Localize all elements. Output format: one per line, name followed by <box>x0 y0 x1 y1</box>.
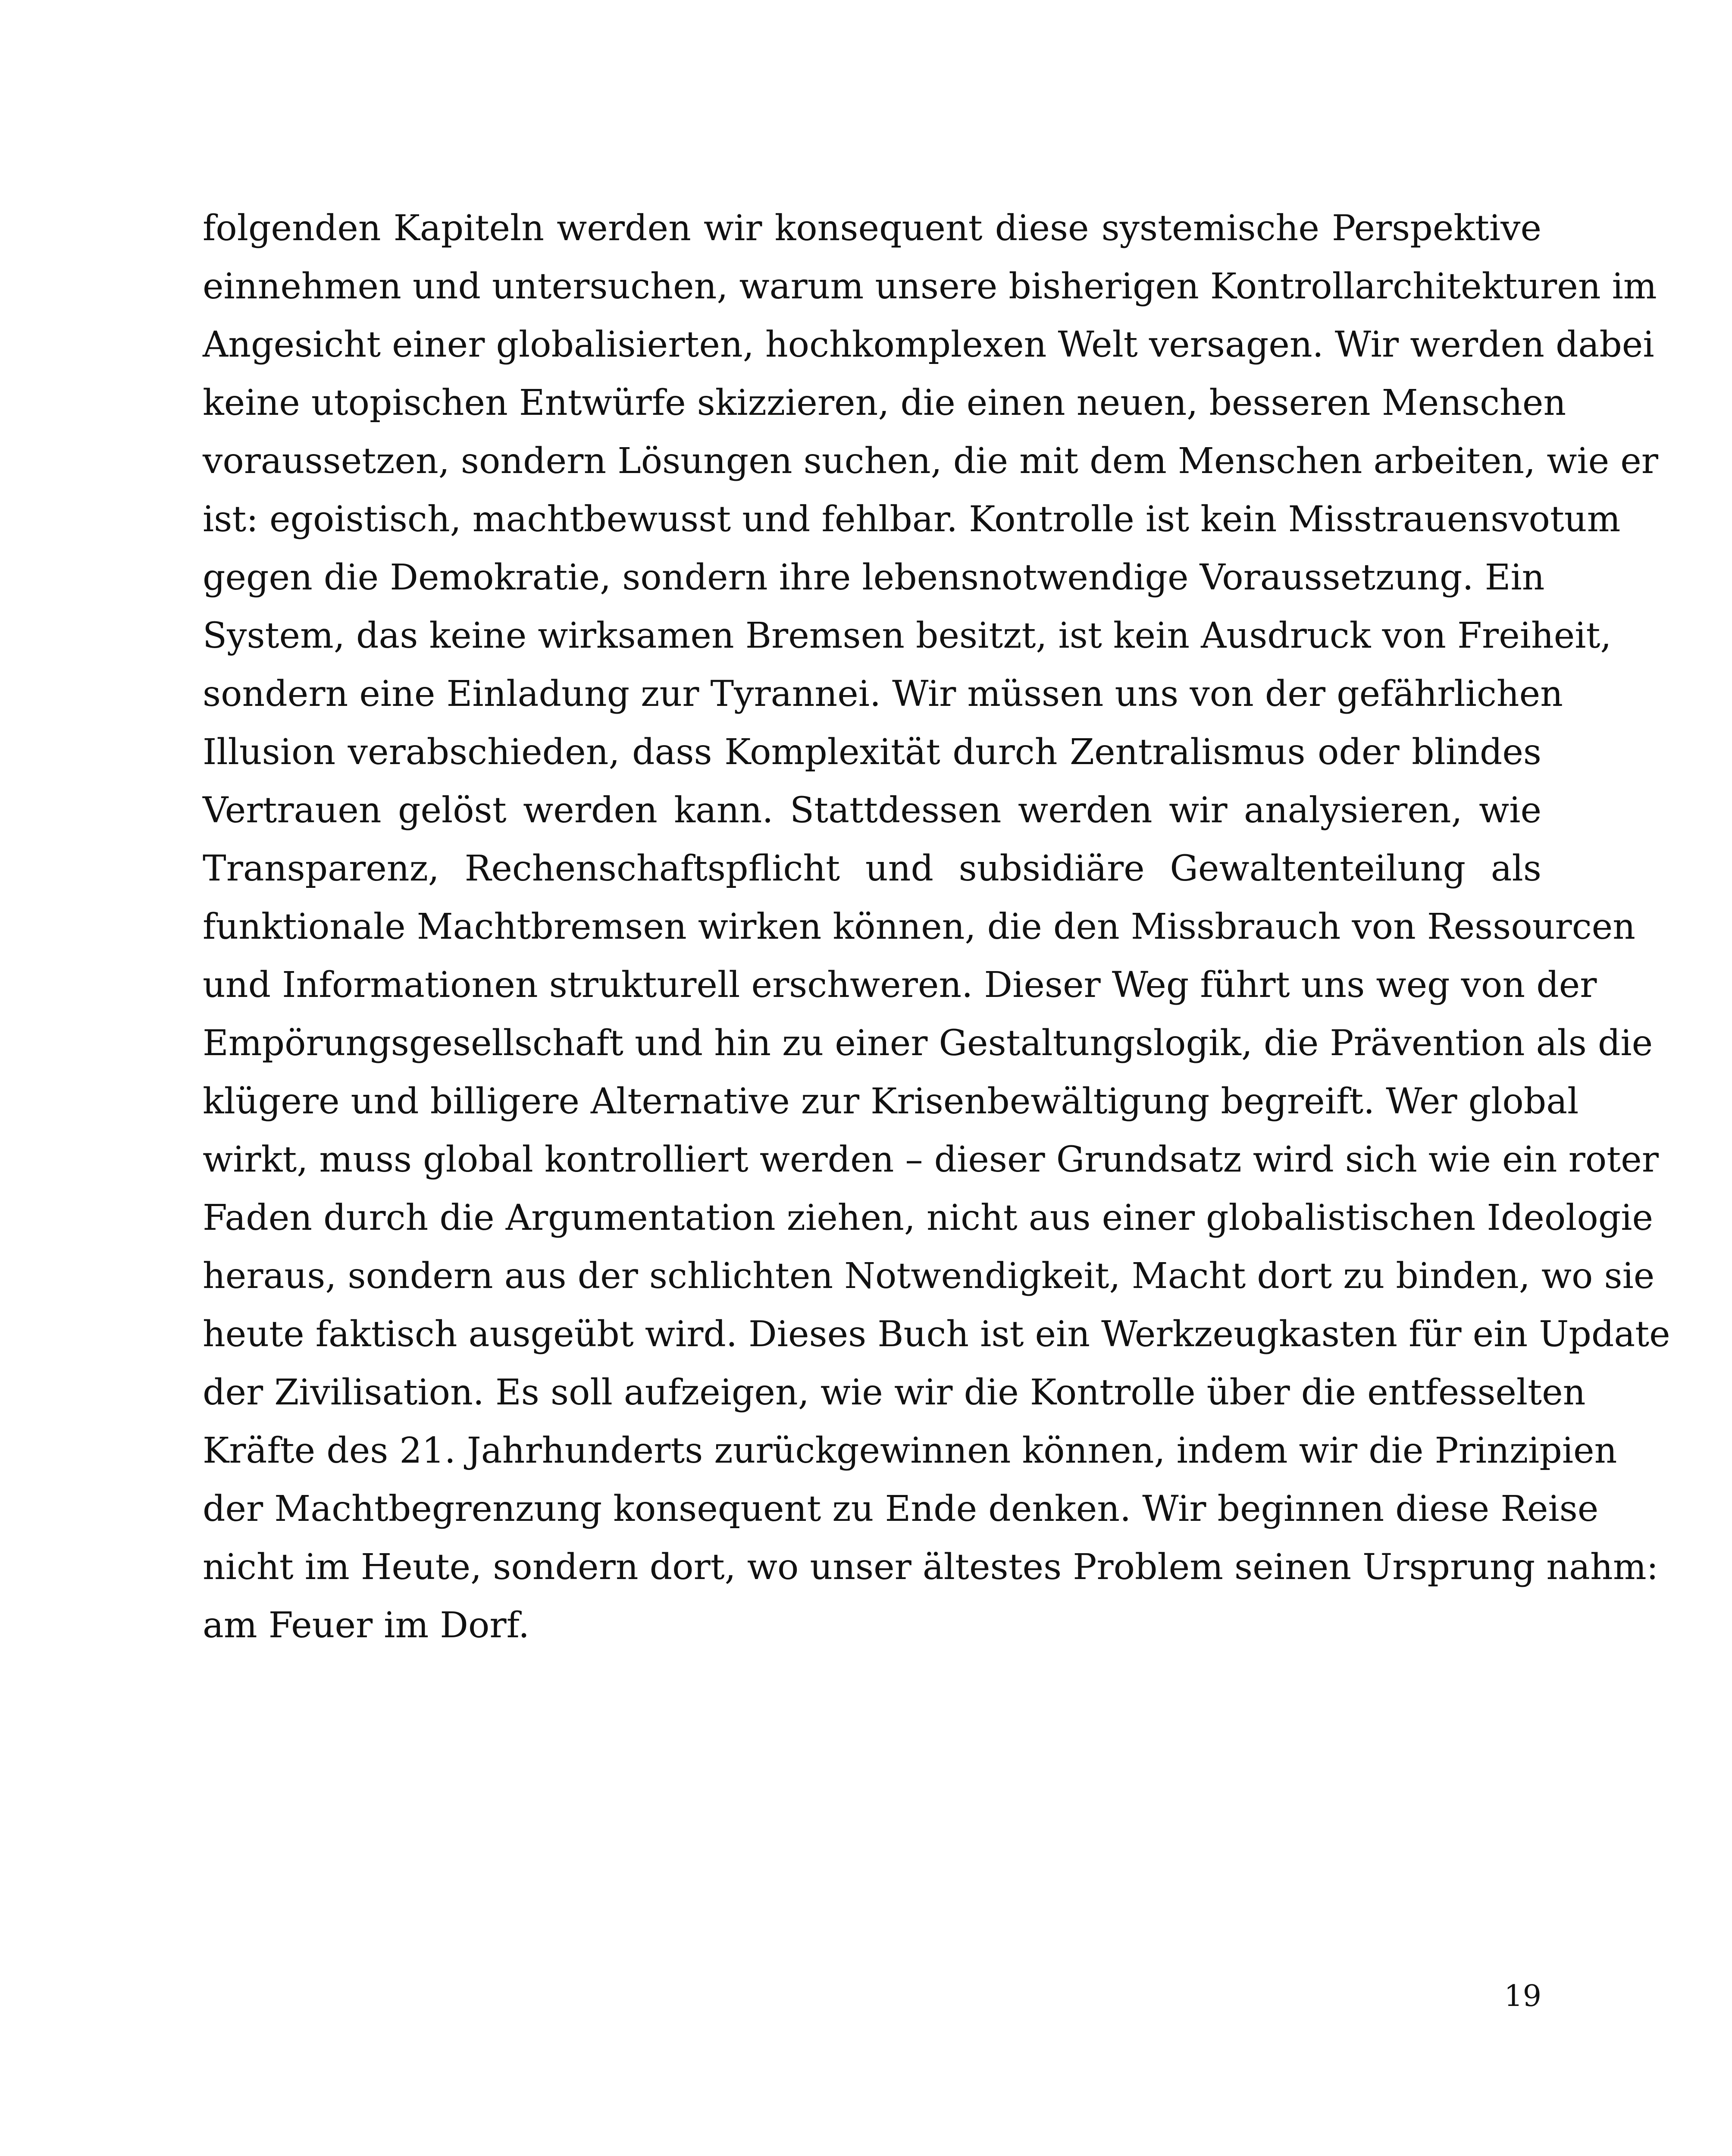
text-line: Illusion verabschieden, dass Komplexität durch Zentralismus oder blindes <box>203 732 1541 773</box>
text-line: wirkt, muss global kontrolliert werden – dieser Grundsatz wird sich wie ein roter <box>203 1139 1659 1180</box>
text-line: Angesicht einer globalisierten, hochkomplexen Welt versagen. Wir werden dabei <box>203 324 1654 365</box>
text-line: einnehmen und untersuchen, warum unsere bisherigen Kontrollarchitekturen im <box>203 266 1657 307</box>
text-line: nicht im Heute, sondern dort, wo unser ältestes Problem seinen Ursprung nahm: <box>203 1547 1659 1588</box>
page-number: 19 <box>1504 1979 1541 2013</box>
text-line: sondern eine Einladung zur Tyrannei. Wir müssen uns von der gefährlichen <box>203 674 1563 714</box>
text-line: Vertrauen gelöst werden kann. Stattdessen werden wir analysieren, wie <box>203 790 1541 831</box>
text-line: heute faktisch ausgeübt wird. Dieses Buch ist ein Werkzeugkasten für ein Update <box>203 1314 1670 1355</box>
text-line: ist: egoistisch, machtbewusst und fehlbar. Kontrolle ist kein Misstrauensvotum <box>203 499 1621 540</box>
text-line: Faden durch die Argumentation ziehen, nicht aus einer globalistischen Ideologie <box>203 1197 1654 1238</box>
text-line: keine utopischen Entwürfe skizzieren, die einen neuen, besseren Menschen <box>203 382 1566 423</box>
text-line: gegen die Demokratie, sondern ihre lebensnotwendige Voraussetzung. Ein <box>203 557 1545 598</box>
text-line: Kräfte des 21. Jahrhunderts zurückgewinnen können, indem wir die Prinzipien <box>203 1430 1617 1471</box>
text-line: voraussetzen, sondern Lösungen suchen, die mit dem Menschen arbeiten, wie er <box>203 441 1658 482</box>
text-line: am Feuer im Dorf. <box>203 1605 530 1646</box>
text-line: System, das keine wirksamen Bremsen besitzt, ist kein Ausdruck von Freiheit, <box>203 615 1612 656</box>
text-line: Empörungsgesellschaft und hin zu einer Gestaltungslogik, die Prävention als die <box>203 1023 1653 1064</box>
text-line: heraus, sondern aus der schlichten Notwendigkeit, Macht dort zu binden, wo sie <box>203 1256 1655 1297</box>
text-line: Transparenz, Rechenschaftspflicht und subsidiäre Gewaltenteilung als <box>203 848 1541 889</box>
text-line: funktionale Machtbremsen wirken können, die den Missbrauch von Ressourcen <box>203 906 1635 947</box>
text-line: klügere und billigere Alternative zur Krisenbewältigung begreift. Wer global <box>203 1081 1579 1122</box>
text-line: der Zivilisation. Es soll aufzeigen, wie wir die Kontrolle über die entfesselten <box>203 1372 1586 1413</box>
text-line: der Machtbegrenzung konsequent zu Ende denken. Wir beginnen diese Reise <box>203 1489 1599 1529</box>
text-line: folgenden Kapiteln werden wir konsequent diese systemische Perspektive <box>203 208 1541 249</box>
text-line: und Informationen strukturell erschweren. Dieser Weg führt uns weg von der <box>203 965 1597 1006</box>
